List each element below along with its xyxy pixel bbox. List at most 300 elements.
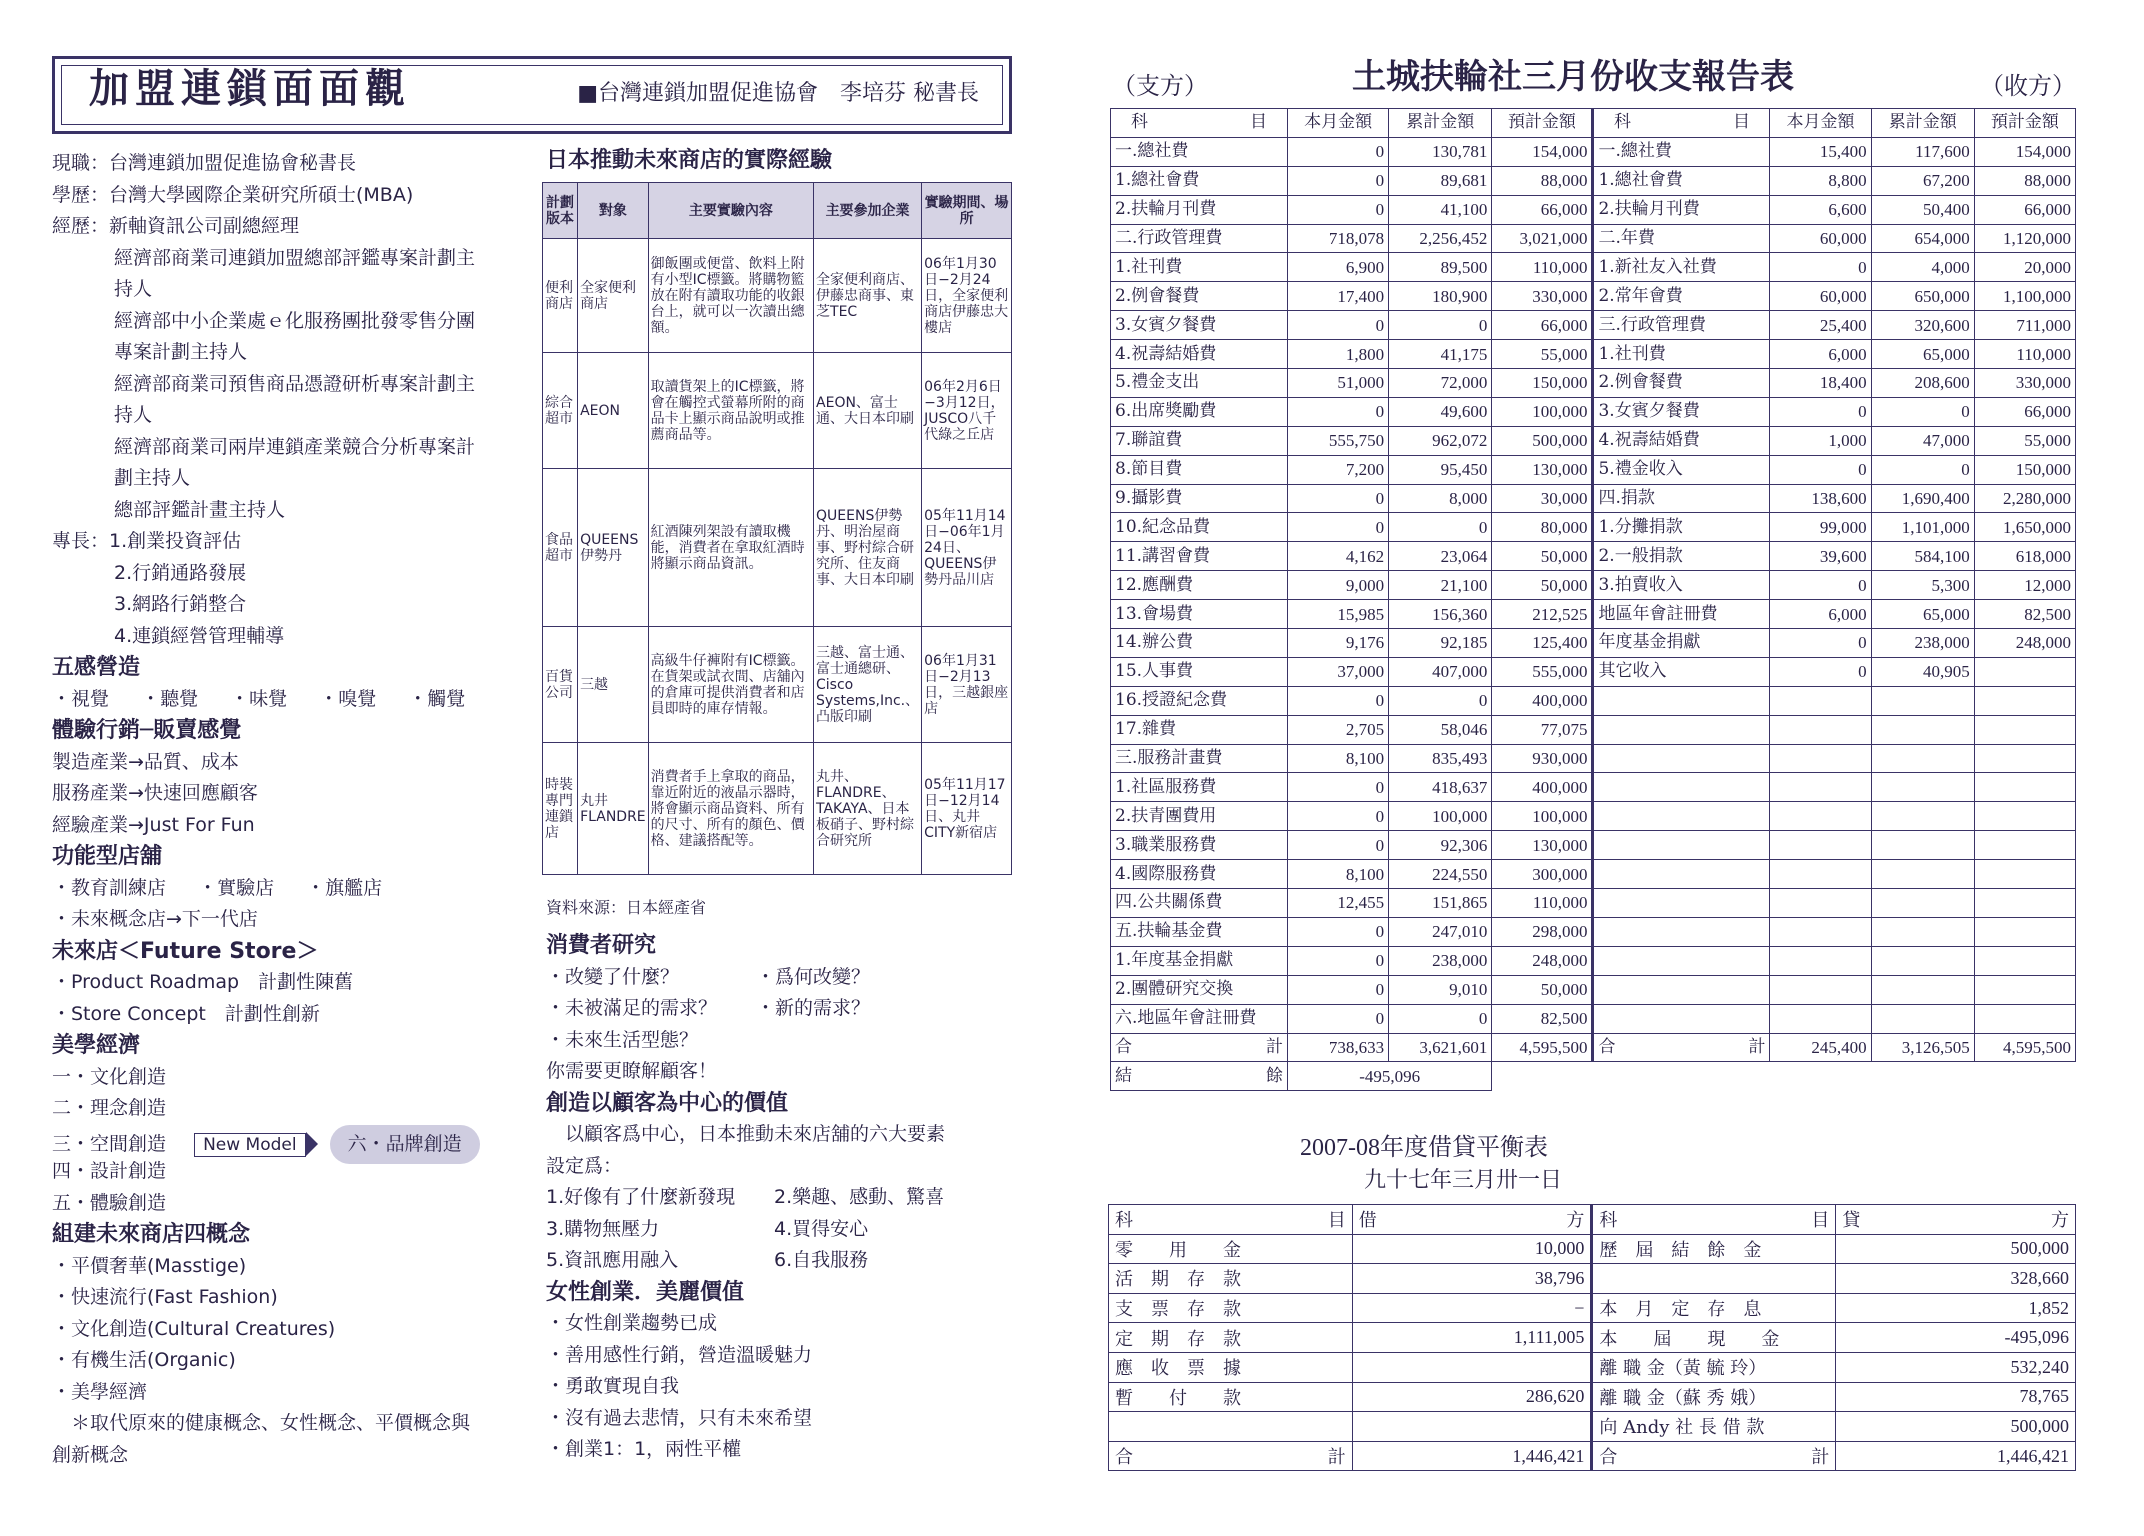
expense-month: 8,100: [1288, 860, 1389, 889]
specialty-line: [52, 526, 522, 558]
table-row: [1111, 629, 2076, 658]
expense-cumulative: 0: [1389, 513, 1492, 542]
brand-creation-pill: 六・品牌創造: [330, 1125, 480, 1165]
expense-budget: 100,000: [1492, 397, 1593, 426]
expense-subject: 11.講習會費: [1111, 542, 1288, 571]
credit-subject: 向 Andy 社 長 借 款: [1592, 1412, 1836, 1442]
income-cumulative: 65,000: [1871, 340, 1974, 369]
expense-month: 0: [1288, 397, 1389, 426]
income-month: [1770, 1004, 1871, 1033]
income-cumulative: 50,400: [1871, 195, 1974, 224]
table-row: [1109, 1234, 2076, 1264]
expense-subject: 17.雜費: [1111, 715, 1288, 744]
expense-cumulative: 21,100: [1389, 571, 1492, 600]
expense-budget: 930,000: [1492, 744, 1593, 773]
income-cumulative: 0: [1871, 455, 1974, 484]
consumer-research-closing: 你需要更瞭解顧客！: [546, 1060, 718, 1082]
industry-line: 服務產業→快速回應顧客: [52, 782, 258, 804]
table-row: [1111, 340, 2076, 369]
expense-subject: 1.年度基金捐獻: [1111, 946, 1288, 975]
expense-budget: 66,000: [1492, 195, 1593, 224]
total-label-a: 合: [1598, 1036, 1616, 1057]
expense-cumulative: 72,000: [1389, 369, 1492, 398]
aesthetic-item: 二・理念創造: [52, 1097, 167, 1119]
income-subject: [1593, 1004, 1770, 1033]
expense-cumulative: 92,185: [1389, 629, 1492, 658]
header-version: 計劃版本: [543, 183, 578, 239]
experience-line: 經濟部商業司連鎖加盟總部評鑑專案計劃主: [114, 246, 476, 269]
concept-line: ・平價奢華(Masstige): [52, 1254, 247, 1277]
expense-budget: 300,000: [1492, 860, 1593, 889]
income-cumulative: 1,101,000: [1871, 513, 1974, 542]
table-row: [1109, 1352, 2076, 1382]
surplus-value: -495,096: [1288, 1062, 1492, 1091]
expense-budget: 55,000: [1492, 340, 1593, 369]
expense-budget: 82,500: [1492, 1004, 1593, 1033]
experience-line: 持人: [114, 404, 153, 426]
expense-subject: 5.禮金支出: [1111, 369, 1288, 398]
expense-subject: 1.社區服務費: [1111, 773, 1288, 802]
income-month: [1770, 889, 1871, 918]
expense-month: 1,800: [1288, 340, 1389, 369]
total-row: [1109, 1441, 2076, 1471]
income-month: 138,600: [1770, 484, 1871, 513]
credit-amount: 500,000: [1836, 1234, 2076, 1264]
expense-subject: 16.授證紀念費: [1111, 686, 1288, 715]
balance-header: [1109, 1205, 2076, 1235]
table-row: [543, 627, 1012, 743]
aesthetic-item: 五・體驗創造: [52, 1191, 167, 1214]
table-row: [1111, 657, 2076, 686]
customer-value-title: 創造以顧客為中心的價值: [546, 1090, 789, 1116]
debit-subject: 支 票 存 款: [1109, 1293, 1353, 1323]
expense-budget: 80,000: [1492, 513, 1593, 542]
six-elements-row: [546, 1182, 1016, 1214]
income-budget: 88,000: [1974, 166, 2075, 195]
debit-subject: 活 期 存 款: [1109, 1264, 1353, 1294]
credit-amount: 500,000: [1836, 1412, 2076, 1442]
income-subject: [1593, 773, 1770, 802]
japan-experiment-table: [542, 182, 1012, 875]
income-month: 99,000: [1770, 513, 1871, 542]
experience-line: 經濟部商業司兩岸連鎖產業競合分析專案計: [114, 435, 476, 458]
expense-month: 51,000: [1288, 369, 1389, 398]
row-firms: 三越、富士通、富士通總研、Cisco Systems,Inc.、凸版印刷: [814, 627, 922, 743]
income-month: 25,400: [1770, 311, 1871, 340]
header-credit: [1836, 1205, 2076, 1235]
income-total-cumulative: 3,126,505: [1871, 1033, 1974, 1062]
table-row: [543, 469, 1012, 627]
header-budget: 預計金額: [1974, 109, 2075, 138]
income-cumulative: 5,300: [1871, 571, 1974, 600]
expense-cumulative: 156,360: [1389, 600, 1492, 629]
concept-line: ・文化創造(Cultural Creatures): [52, 1317, 336, 1340]
credit-subject: 離 職 金（蘇 秀 娥）: [1592, 1382, 1836, 1412]
expense-month: 0: [1288, 513, 1389, 542]
expense-cumulative: 238,000: [1389, 946, 1492, 975]
income-total-label: [1593, 1033, 1770, 1062]
row-version: 時裝專門連鎖店: [543, 743, 578, 875]
income-subject: 1.分攤捐款: [1593, 513, 1770, 542]
expense-cumulative: 9,010: [1389, 975, 1492, 1004]
header-subject-b: 目: [1327, 1210, 1346, 1232]
income-subject: 4.祝壽結婚費: [1593, 426, 1770, 455]
expense-cumulative: 130,781: [1389, 137, 1492, 166]
income-budget: [1974, 744, 2075, 773]
sense-item: ・嗅覺: [319, 687, 377, 710]
expense-total-budget: 4,595,500: [1492, 1033, 1593, 1062]
expense-subject: 3.女賓夕餐費: [1111, 311, 1288, 340]
income-budget: 66,000: [1974, 397, 2075, 426]
expense-budget: 88,000: [1492, 166, 1593, 195]
expense-subject: 2.扶青團費用: [1111, 802, 1288, 831]
income-month: 0: [1770, 455, 1871, 484]
aesthetic-item: 四・設計創造: [52, 1160, 167, 1182]
income-budget: [1974, 889, 2075, 918]
income-subject: 2.扶輪月刊費: [1593, 195, 1770, 224]
total-row: [1111, 1033, 2076, 1062]
income-month: [1770, 686, 1871, 715]
expense-budget: 400,000: [1492, 773, 1593, 802]
table-row: [1111, 224, 2076, 253]
expense-subject: 三.服務計畫費: [1111, 744, 1288, 773]
header-subject: 科 目: [1593, 109, 1770, 138]
income-subject: 年度基金捐獻: [1593, 629, 1770, 658]
surplus-row: [1111, 1062, 2076, 1091]
header-month: 本月金額: [1288, 109, 1389, 138]
income-budget: [1974, 860, 2075, 889]
income-month: 60,000: [1770, 224, 1871, 253]
expense-budget: 3,021,000: [1492, 224, 1593, 253]
store-type: ・未來概念店→下一代店: [52, 908, 258, 930]
expense-month: 9,176: [1288, 629, 1389, 658]
expense-month: 0: [1288, 686, 1389, 715]
table-row: [1111, 455, 2076, 484]
table-row: [1111, 369, 2076, 398]
income-budget: [1974, 715, 2075, 744]
concept-note: 創新概念: [52, 1443, 129, 1466]
income-subject: 3.女賓夕餐費: [1593, 397, 1770, 426]
expense-budget: 130,000: [1492, 455, 1593, 484]
expense-month: 8,100: [1288, 744, 1389, 773]
income-month: 15,400: [1770, 137, 1871, 166]
income-subject: 一.總社費: [1593, 137, 1770, 166]
income-cumulative: 584,100: [1871, 542, 1974, 571]
table-row: [1111, 542, 2076, 571]
income-month: 18,400: [1770, 369, 1871, 398]
income-budget: 1,650,000: [1974, 513, 2075, 542]
specialty-label: 專長：: [52, 530, 110, 552]
expense-month: 0: [1288, 137, 1389, 166]
income-month: [1770, 975, 1871, 1004]
income-month: 0: [1770, 571, 1871, 600]
income-budget: [1974, 773, 2075, 802]
income-subject: [1593, 917, 1770, 946]
income-subject: 2.一般捐款: [1593, 542, 1770, 571]
six-elements-row: [546, 1214, 1016, 1246]
income-month: [1770, 831, 1871, 860]
expense-budget: 50,000: [1492, 542, 1593, 571]
header-subject-a: 科: [1599, 1210, 1618, 1232]
income-subject: 地區年會註冊費: [1593, 600, 1770, 629]
table-row: [543, 353, 1012, 469]
expense-cumulative: 89,500: [1389, 253, 1492, 282]
table-row: [543, 743, 1012, 875]
income-subject: 二.年費: [1593, 224, 1770, 253]
header-credit-b: 方: [2051, 1210, 2069, 1232]
income-cumulative: [1871, 889, 1974, 918]
debit-total: 1,446,421: [1352, 1441, 1592, 1471]
income-subject: [1593, 946, 1770, 975]
expense-budget: 30,000: [1492, 484, 1593, 513]
row-period: 06年1月31日−2月13日，三越銀座店: [922, 627, 1012, 743]
table-row: [1109, 1382, 2076, 1412]
income-subject: 1.社刊費: [1593, 340, 1770, 369]
income-budget: [1974, 975, 2075, 1004]
report-title: 土城扶輪社三月份收支報告表: [1352, 57, 1794, 97]
income-budget: [1974, 831, 2075, 860]
expense-cumulative: 151,865: [1389, 889, 1492, 918]
income-cumulative: 40,905: [1871, 657, 1974, 686]
table-row: [1111, 917, 2076, 946]
expense-subject: 2.扶輪月刊費: [1111, 195, 1288, 224]
table-row: [543, 239, 1012, 353]
table-row: [1111, 831, 2076, 860]
row-target: AEON: [578, 353, 649, 469]
credit-amount: 328,660: [1836, 1264, 2076, 1294]
industry-line: 經驗產業→Just For Fun: [52, 813, 255, 836]
income-cumulative: [1871, 773, 1974, 802]
income-month: [1770, 715, 1871, 744]
header-period: 實驗期間、場所: [922, 183, 1012, 239]
table-row: [1111, 773, 2076, 802]
aesthetic-economy-title: 美學經濟: [52, 1033, 141, 1058]
credit-amount: -495,096: [1836, 1323, 2076, 1353]
experience-line: 持人: [114, 278, 153, 300]
table-row: [1111, 744, 2076, 773]
balance-sheet-date: 九十七年三月卅一日: [1364, 1168, 1563, 1193]
aesthetic-item: 三・空間創造: [52, 1132, 167, 1155]
expense-month: 0: [1288, 484, 1389, 513]
expense-cumulative: 89,681: [1389, 166, 1492, 195]
japan-table-source: 資料來源：日本經產省: [546, 898, 707, 917]
row-version: 綜合超市: [543, 353, 578, 469]
expense-budget: 66,000: [1492, 311, 1593, 340]
table-row: [1111, 426, 2076, 455]
income-month: 0: [1770, 397, 1871, 426]
table-row: [1111, 484, 2076, 513]
credit-total-label: [1592, 1441, 1836, 1471]
expense-cumulative: 0: [1389, 311, 1492, 340]
surplus-empty: [1492, 1062, 1593, 1091]
income-subject: [1593, 889, 1770, 918]
income-cumulative: [1871, 946, 1974, 975]
expense-cumulative: 58,046: [1389, 715, 1492, 744]
expense-subject: 13.會場費: [1111, 600, 1288, 629]
income-subject: [1593, 802, 1770, 831]
customer-value-intro: 以顧客爲中心，日本推動未來店舖的六大要素: [546, 1123, 946, 1145]
table-row: [1111, 946, 2076, 975]
income-subject: 三.行政管理費: [1593, 311, 1770, 340]
income-budget: [1974, 657, 2075, 686]
header-subject-b: 目: [1811, 1210, 1830, 1232]
income-budget: 82,500: [1974, 600, 2075, 629]
expense-subject: 4.國際服務費: [1111, 860, 1288, 889]
debit-subject: 定 期 存 款: [1109, 1323, 1353, 1353]
table-row: [1111, 166, 2076, 195]
income-budget: 66,000: [1974, 195, 2075, 224]
expense-month: 0: [1288, 1004, 1389, 1033]
row-firms: AEON、富士通、大日本印刷: [814, 353, 922, 469]
table-row: [1111, 686, 2076, 715]
expense-subject: 2.團體研究交換: [1111, 975, 1288, 1004]
four-concepts-title: 組建未來商店四概念: [52, 1222, 251, 1247]
experience-line: 經濟部中小企業處ｅ化服務團批發零售分團: [114, 309, 476, 332]
debit-amount: [1352, 1412, 1592, 1442]
income-budget: 150,000: [1974, 455, 2075, 484]
income-expense-table: [1110, 108, 2076, 1091]
income-subject: [1593, 715, 1770, 744]
header-subject: [1109, 1205, 1353, 1235]
expense-budget: 100,000: [1492, 802, 1593, 831]
functional-stores-list: [52, 873, 522, 905]
expense-cumulative: 92,306: [1389, 831, 1492, 860]
income-subject: [1593, 975, 1770, 1004]
income-cumulative: 65,000: [1871, 600, 1974, 629]
expense-subject: 四.公共關係費: [1111, 889, 1288, 918]
expense-month: 6,900: [1288, 253, 1389, 282]
table-row: [1111, 513, 2076, 542]
element-item: 6.自我服務: [774, 1249, 869, 1271]
income-subject: [1593, 686, 1770, 715]
debit-amount: 10,000: [1352, 1234, 1592, 1264]
income-cumulative: 654,000: [1871, 224, 1974, 253]
total-label-b: 計: [1811, 1447, 1830, 1469]
concept-line: ・有機生活(Organic): [52, 1349, 236, 1371]
middle-column-text: [546, 930, 1016, 1466]
expense-budget: 110,000: [1492, 253, 1593, 282]
expense-subject: 12.應酬費: [1111, 571, 1288, 600]
concept-line: ・美學經濟: [52, 1380, 148, 1403]
income-subject: [1593, 744, 1770, 773]
customer-value-intro: 設定爲：: [546, 1154, 623, 1177]
expense-month: 0: [1288, 802, 1389, 831]
income-cumulative: 320,600: [1871, 311, 1974, 340]
expense-subject: 15.人事費: [1111, 657, 1288, 686]
element-item: 2.樂趣、感動、驚喜: [774, 1186, 945, 1208]
expense-month: 12,455: [1288, 889, 1389, 918]
income-month: 0: [1770, 629, 1871, 658]
header-debit-b: 方: [1566, 1210, 1585, 1232]
expense-subject: 7.聯誼費: [1111, 426, 1288, 455]
women-line: ・沒有過去悲情，只有未來希望: [546, 1406, 813, 1429]
specialty-item: 1.創業投資評估: [109, 530, 242, 552]
row-content: 消費者手上拿取的商品，靠近附近的液晶示器時，將會顯示商品資料、所有的尺寸、所有的顏色、價格、建議搭配等。: [648, 743, 813, 875]
element-item: 4.買得安心: [774, 1217, 869, 1240]
expense-total-label: [1111, 1033, 1288, 1062]
expense-month: 37,000: [1288, 657, 1389, 686]
expense-cumulative: 41,100: [1389, 195, 1492, 224]
expense-total-cumulative: 3,621,601: [1389, 1033, 1492, 1062]
expense-budget: 77,075: [1492, 715, 1593, 744]
expense-subject: 10.紀念品費: [1111, 513, 1288, 542]
income-budget: 12,000: [1974, 571, 2075, 600]
expense-subject: 二.行政管理費: [1111, 224, 1288, 253]
income-cumulative: [1871, 917, 1974, 946]
expense-cumulative: 0: [1389, 1004, 1492, 1033]
element-item: 1.好像有了什麼新發現: [546, 1186, 736, 1208]
income-budget: 110,000: [1974, 340, 2075, 369]
consumer-research-row: [546, 993, 1016, 1025]
row-period: 06年2月6日−3月12日，JUSCO八千代綠之丘店: [922, 353, 1012, 469]
expense-subject: 六.地區年會註冊費: [1111, 1004, 1288, 1033]
debit-amount: 38,796: [1352, 1264, 1592, 1294]
row-version: 便利商店: [543, 239, 578, 353]
specialty-item: 2.行銷通路發展: [114, 561, 247, 584]
arrow-right-icon: [306, 1132, 318, 1156]
japan-table-title: 日本推動未來商店的實際經驗: [546, 148, 833, 173]
income-month: 6,600: [1770, 195, 1871, 224]
industry-line: 製造產業→品質、成本: [52, 750, 239, 773]
income-cumulative: [1871, 802, 1974, 831]
income-budget: 248,000: [1974, 629, 2075, 658]
consumer-research-title: 消費者研究: [546, 933, 657, 958]
store-type: ・實驗店: [198, 876, 275, 899]
table-row: [1111, 282, 2076, 311]
table-row: [1111, 1004, 2076, 1033]
credit-total: 1,446,421: [1836, 1441, 2076, 1471]
income-budget: [1974, 802, 2075, 831]
income-subject: 其它收入: [1593, 657, 1770, 686]
income-cumulative: 0: [1871, 397, 1974, 426]
income-cumulative: [1871, 715, 1974, 744]
expense-month: 17,400: [1288, 282, 1389, 311]
experience-marketing-title: 體驗行銷─販賣感覺: [52, 718, 242, 743]
table-row: [1109, 1412, 2076, 1442]
expense-total-month: 738,633: [1288, 1033, 1389, 1062]
income-budget: 1,120,000: [1974, 224, 2075, 253]
header-debit-a: 借: [1358, 1210, 1377, 1232]
income-month: 8,800: [1770, 166, 1871, 195]
table-row: [1111, 397, 2076, 426]
table-row: [1111, 137, 2076, 166]
sense-item: ・味覺: [230, 687, 288, 710]
income-cumulative: 208,600: [1871, 369, 1974, 398]
header-budget: 預計金額: [1492, 109, 1593, 138]
debit-amount: −: [1352, 1293, 1592, 1323]
income-budget: [1974, 946, 2075, 975]
income-cumulative: 4,000: [1871, 253, 1974, 282]
row-target: 全家便利商店: [578, 239, 649, 353]
expense-cumulative: 23,064: [1389, 542, 1492, 571]
women-line: ・善用感性行銷，營造溫暖魅力: [546, 1343, 813, 1366]
income-cumulative: 67,200: [1871, 166, 1974, 195]
debit-total-label: [1109, 1441, 1353, 1471]
table-row: [1109, 1293, 2076, 1323]
expense-subject: 1.總社會費: [1111, 166, 1288, 195]
left-column: [52, 148, 522, 1471]
expense-month: 718,078: [1288, 224, 1389, 253]
expense-cumulative: 8,000: [1389, 484, 1492, 513]
article-author: ■台灣連鎖加盟促進協會 李培芬 秘書長: [577, 81, 979, 106]
header-subject-a: 科: [1115, 1210, 1133, 1232]
debit-amount: [1352, 1352, 1592, 1382]
article-banner: [52, 56, 1012, 134]
income-month: [1770, 744, 1871, 773]
total-label-a: 合: [1115, 1036, 1132, 1057]
expense-budget: 50,000: [1492, 975, 1593, 1004]
header-cumulative: 累計金額: [1871, 109, 1974, 138]
